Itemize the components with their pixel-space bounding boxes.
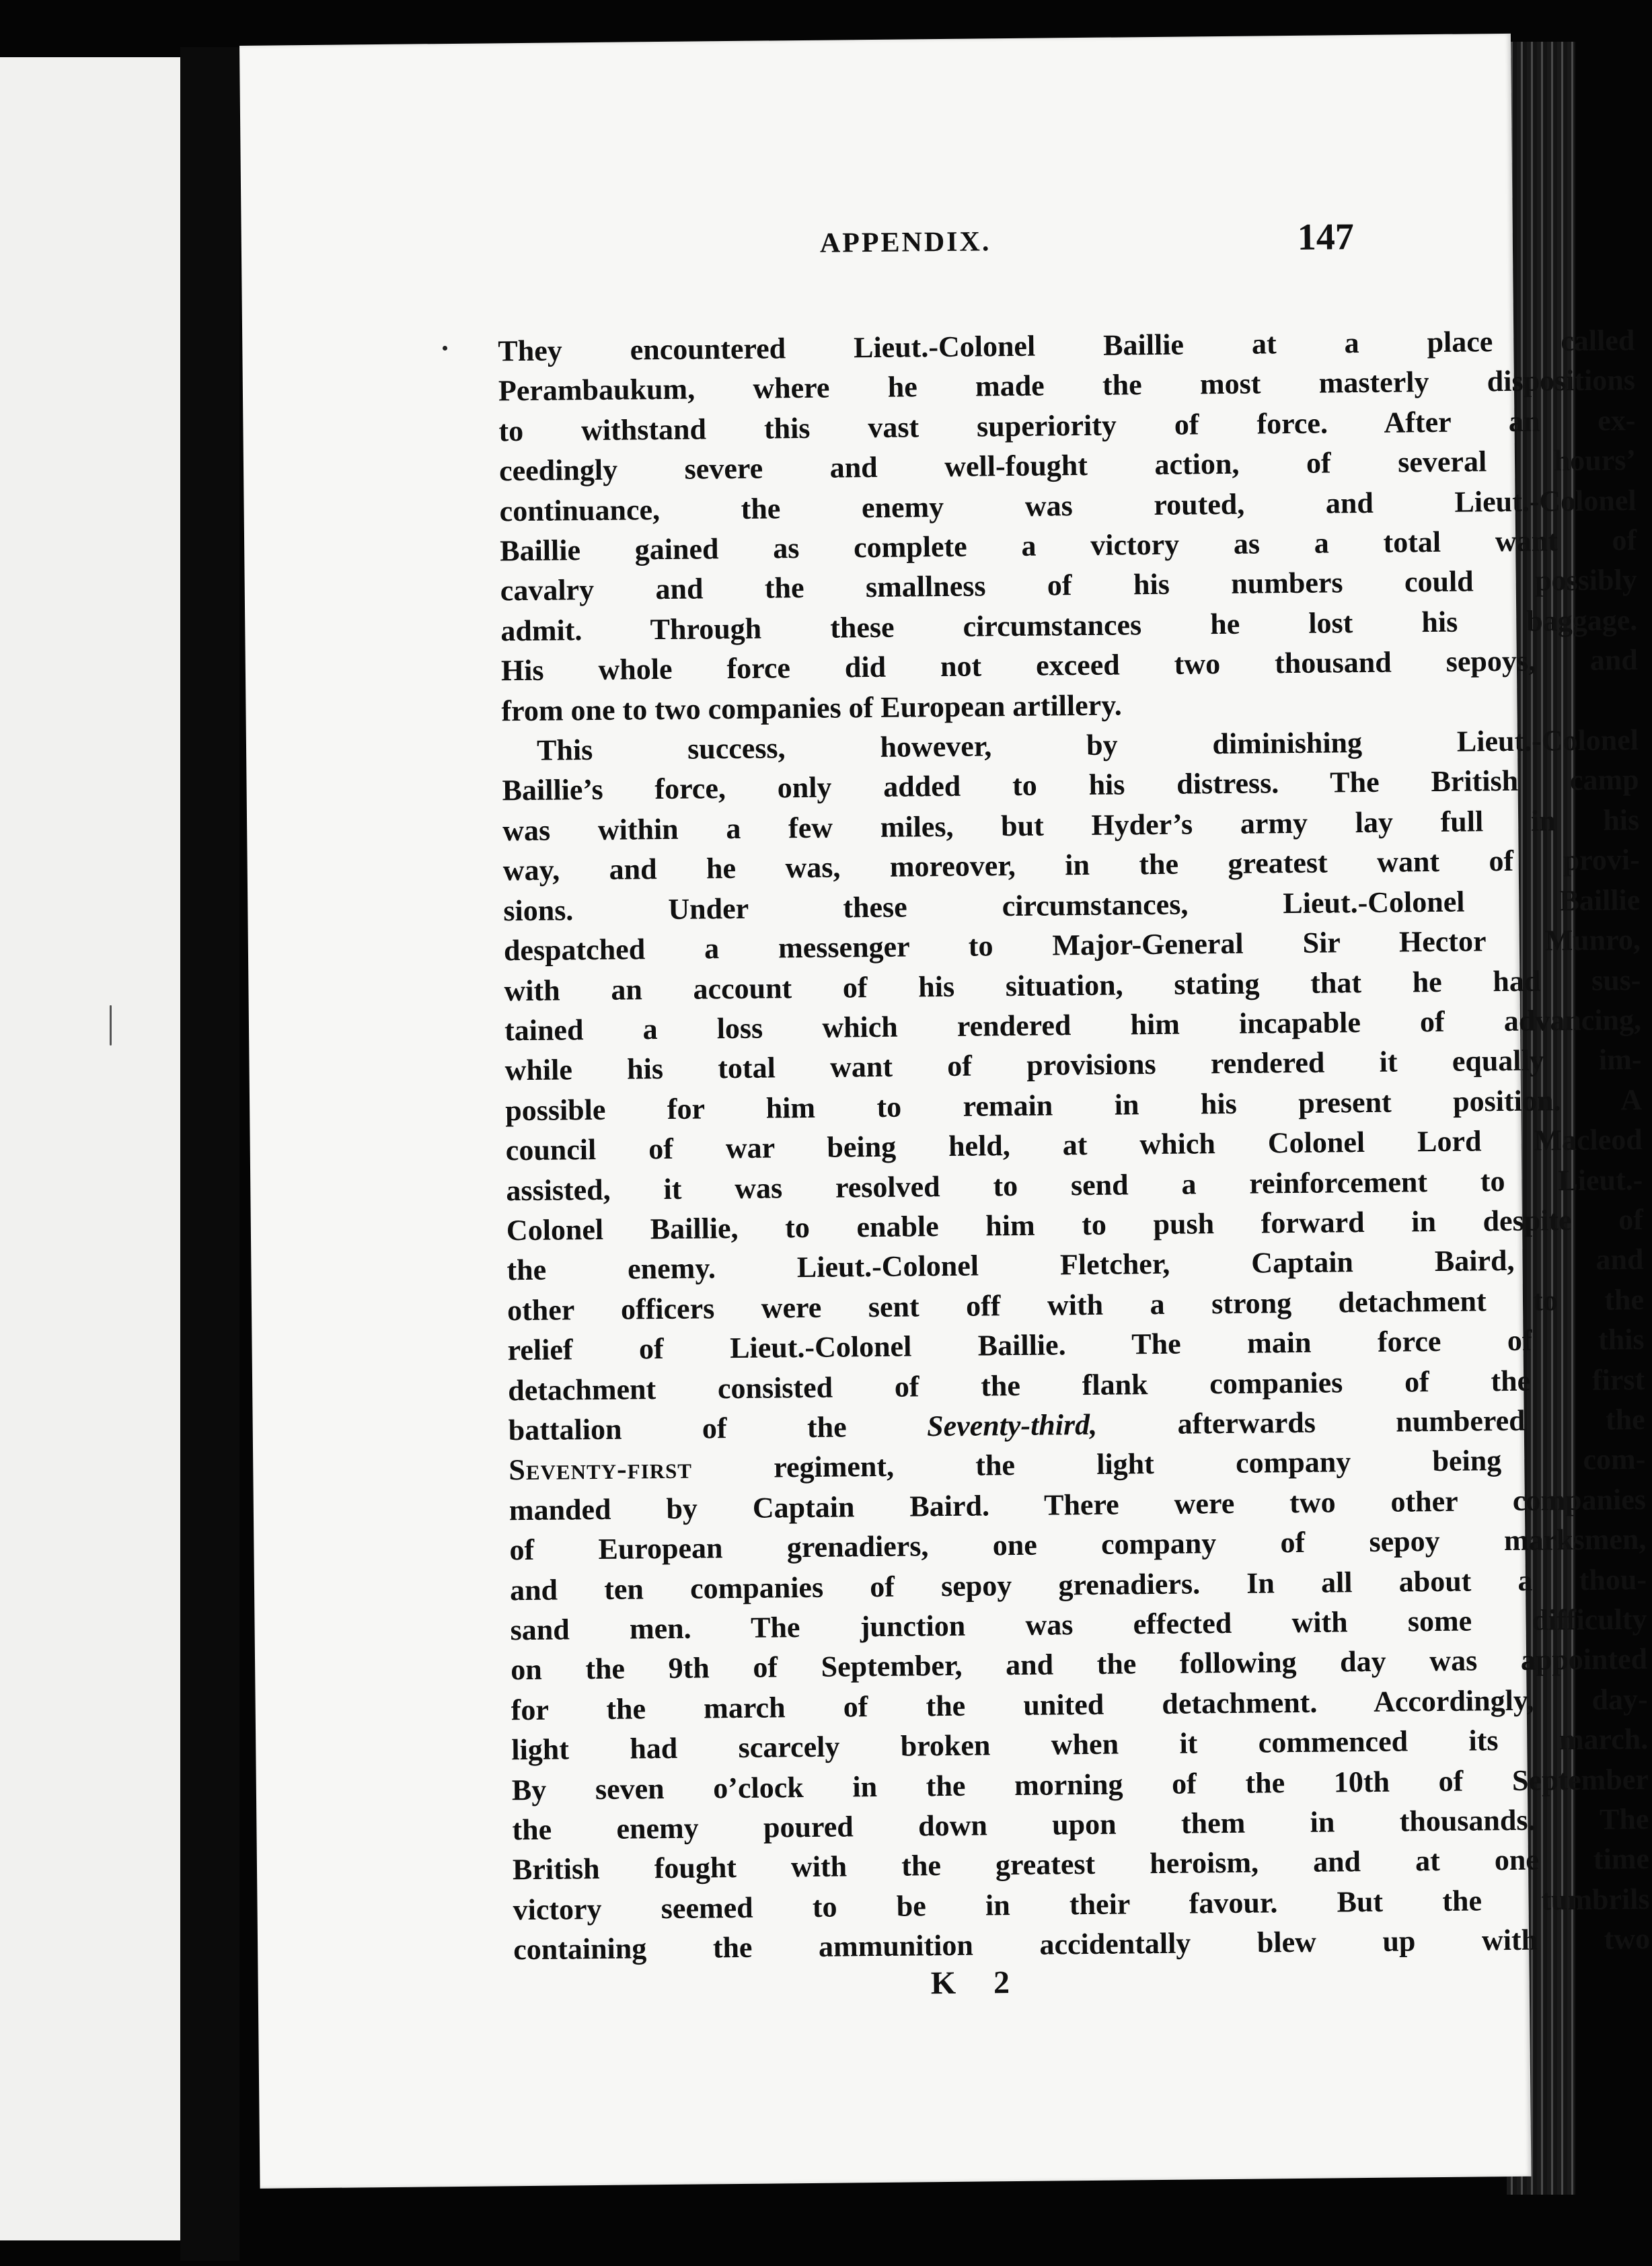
regiment-name-italic: Seventy-third, [926,1408,1098,1443]
text-line: and ten companies of sepoy grenadiers. In all about a thou- [509,1562,1647,1607]
text-line: of European grenadiers, one company of sepoy marksmen, [509,1523,1647,1567]
text-line: admit. Through these circumstances he lost his baggage. [500,603,1638,648]
running-head: APPENDIX. [819,226,991,259]
text-line: sions. Under these circumstances, Lieut.-Colonel Baillie [503,883,1641,927]
text-line: other officers were sent off with a strong detachment to the [506,1282,1645,1327]
text-line: while his total want of provisions rendered it equally im- [504,1043,1642,1087]
text-run: regiment, the light company being com- [691,1442,1646,1486]
ink-speck [443,346,447,351]
text-line: British fought with the greatest heroism, and at one time [512,1842,1650,1887]
text-line: the enemy poured down upon them in thousands. The [512,1802,1649,1847]
text-line: possible for him to remain in his present position. A [504,1083,1643,1127]
text-line: cavalry and the smallness of his numbers could possibly [500,563,1637,608]
text-line: despatched a messenger to Major-General Sir Hector Munro, [503,923,1641,967]
book-page [239,34,1651,2189]
ink-speck [110,1005,112,1046]
text-line: Colonel Baillie, to enable him to push forward in despite of [506,1202,1644,1247]
text-line: light had scarcely broken when it commenced its march. [511,1722,1649,1767]
text-run: battalion of the [508,1410,928,1447]
text-line: By seven o’clock in the morning of the 10th of September [511,1762,1649,1806]
text-line: containing the ammunition accidentally blew up with two [513,1922,1651,1967]
text-line: Perambaukum, where he made the most masterly dispositions [498,363,1636,408]
body-text [498,320,1650,1970]
text-line: manded by Captain Baird. There were two other companies [509,1482,1647,1527]
text-line: continuance, the enemy was routed, and Lieut.-Colonel [499,483,1637,527]
text-line: detachment consisted of the flank companies of the first [507,1362,1645,1407]
text-line: His whole force did not exceed two thousand sepoys, and [500,643,1639,688]
page-header [241,214,1513,287]
text-line: council of war being held, at which Colonel Lord Macleod [505,1123,1643,1167]
text-line: They encountered Lieut.-Colonel Baillie at a place called [498,324,1635,368]
text-line: tained a loss which rendered him incapable of advancing, [504,1002,1642,1048]
text-line: was within a few miles, but Hyder’s army lay full in his [502,803,1640,848]
text-line: on the 9th of September, and the following day was appointed [510,1642,1648,1687]
text-line: victory seemed to be in their favour. But the tumbrils [513,1882,1650,1927]
text-line: This success, however, by diminishing Lieut.-Colonel [536,723,1639,767]
page-number: 147 [1297,216,1355,258]
text-run: afterwards numbered the [1096,1403,1645,1441]
regiment-name-small-caps: Seventy-first [509,1452,693,1487]
text-line: the enemy. Lieut.-Colonel Fletcher, Captain Baird, and [506,1243,1644,1287]
text-line: from one to two companies of European artillery. [501,688,1122,727]
text-line: Baillie gained as complete a victory as a total want of [499,523,1637,568]
book-gutter [180,47,239,2261]
text-line: sand men. The junction was effected with some difficulty [510,1603,1647,1647]
text-line: ceedingly severe and well-fought action, of several hours’ [498,443,1637,488]
facing-page [0,57,180,2240]
text-line: assisted, it was resolved to send a reinforcement to Lieut.- [506,1163,1643,1207]
text-line: to withstand this vast superiority of force. After an ex- [498,403,1636,448]
text-line: relief of Lieut.-Colonel Baillie. The main force of this [507,1323,1645,1367]
text-line: for the march of the united detachment. Accordingly, day- [511,1682,1648,1727]
text-line: Baillie’s force, only added to his distress. The British camp [502,763,1639,807]
text-line: way, and he was, moreover, in the greatest want of provi- [502,843,1640,887]
text-line: with an account of his situation, stating that he had sus- [504,963,1641,1007]
signature-mark: K 2 [930,1964,1025,2002]
